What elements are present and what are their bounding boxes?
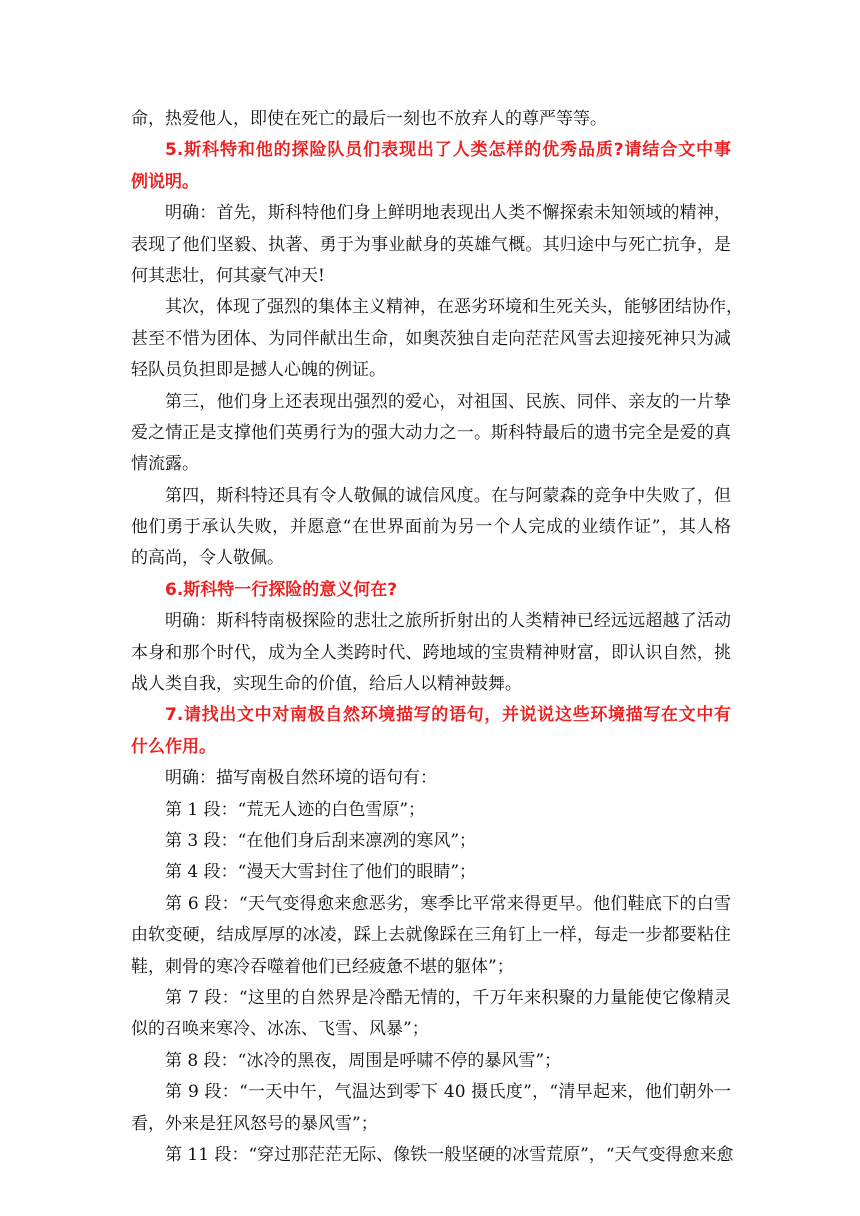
answer-line: 轻队员负担即是撼人心魄的例证。 — [131, 360, 386, 381]
answer-line: 表现了他们坚毅、执著、勇于为事业献身的英雄气概。其归途中与死亡抗争，是 — [131, 234, 731, 255]
question-6-line: 6.斯科特一行探险的意义何在? — [165, 579, 398, 600]
quote-line: 第 6 段：“天气变得愈来愈恶劣，寒季比平常来得更早。他们鞋底下的白雪 — [165, 893, 731, 914]
answer-line: 甚至不惜为团体、为同伴献出生命，如奥茨独自走向茫茫风雪去迎接死神只为减 — [131, 328, 731, 349]
quote-line: 第 4 段：“漫天大雪封住了他们的眼睛”； — [165, 862, 477, 883]
quote-line: 第 1 段：“荒无人迹的白色雪原”； — [165, 799, 426, 820]
quote-line: 看，外来是狂风怒号的暴风雪”； — [131, 1113, 378, 1134]
question-7-line: 7.请找出文中对南极自然环境描写的语句，并说说这些环境描写在文中有 — [165, 705, 731, 726]
question-5-line: 例说明。 — [131, 171, 199, 192]
answer-line: 的高尚，令人敬佩。 — [131, 548, 284, 569]
question-7-line: 什么作用。 — [131, 736, 216, 757]
answer-line: 战人类自我，实现生命的价值，给后人以精神鼓舞。 — [131, 674, 522, 695]
answer-line: 第四，斯科特还具有令人敬佩的诚信风度。在与阿蒙森的竞争中失败了，但 — [165, 485, 731, 506]
quote-line: 第 7 段：“这里的自然界是冷酷无情的，千万年来积聚的力量能使它像精灵 — [165, 987, 731, 1008]
answer-line: 明确：斯科特南极探险的悲壮之旅所折射出的人类精神已经远远超越了活动 — [165, 611, 731, 632]
quote-line: 第 8 段：“冰冷的黑夜，周围是呼啸不停的暴风雪”； — [165, 1050, 562, 1071]
quote-line: 鞋，刺骨的寒冷吞噬着他们已经疲惫不堪的躯体”； — [131, 956, 514, 977]
question-5-line: 5.斯科特和他的探险队员们表现出了人类怎样的优秀品质?请结合文中事 — [165, 140, 731, 161]
answer-line: 明确：描写南极自然环境的语句有： — [165, 768, 437, 789]
answer-line: 其次，体现了强烈的集体主义精神，在恶劣环境和生死关头，能够团结协作， — [165, 297, 743, 318]
answer-line: 情流露。 — [131, 454, 199, 475]
quote-line: 由软变硬，结成厚厚的冰凌，踩上去就像踩在三角钉上一样，每走一步都要粘住 — [131, 925, 731, 946]
answer-line: 何其悲壮，何其豪气冲天! — [131, 265, 325, 286]
answer-line: 本身和那个时代，成为全人类跨时代、跨地域的宝贵精神财富，即认识自然，挑 — [131, 642, 731, 663]
answer-line: 他们勇于承认失败，并愿意“在世界面前为另一个人完成的业绩作证”，其人格 — [131, 517, 731, 538]
answer-line: 爱之情正是支撑他们英勇行为的强大动力之一。斯科特最后的遗书完全是爱的真 — [131, 422, 731, 443]
quote-line: 第 9 段：“一天中午，气温达到零下 40 摄氏度”，“清早起来，他们朝外一 — [165, 1082, 731, 1103]
answer-line: 明确：首先，斯科特他们身上鲜明地表现出人类不懈探索未知领域的精神， — [165, 203, 731, 224]
quote-line: 似的召唤来寒冷、冰冻、飞雪、风暴”； — [131, 1019, 429, 1040]
answer-line: 第三，他们身上还表现出强烈的爱心，对祖国、民族、同伴、亲友的一片挚 — [165, 391, 731, 412]
answer-line: 命，热爱他人，即使在死亡的最后一刻也不放弃人的尊严等等。 — [131, 109, 607, 129]
quote-line: 第 3 段：“在他们身后刮来凛冽的寒风”； — [165, 830, 477, 851]
quote-line: 第 11 段：“穿过那茫茫无际、像铁一般坚硬的冰雪荒原”，“天气变得愈来愈 — [165, 1144, 734, 1165]
document-page — [131, 104, 743, 1171]
